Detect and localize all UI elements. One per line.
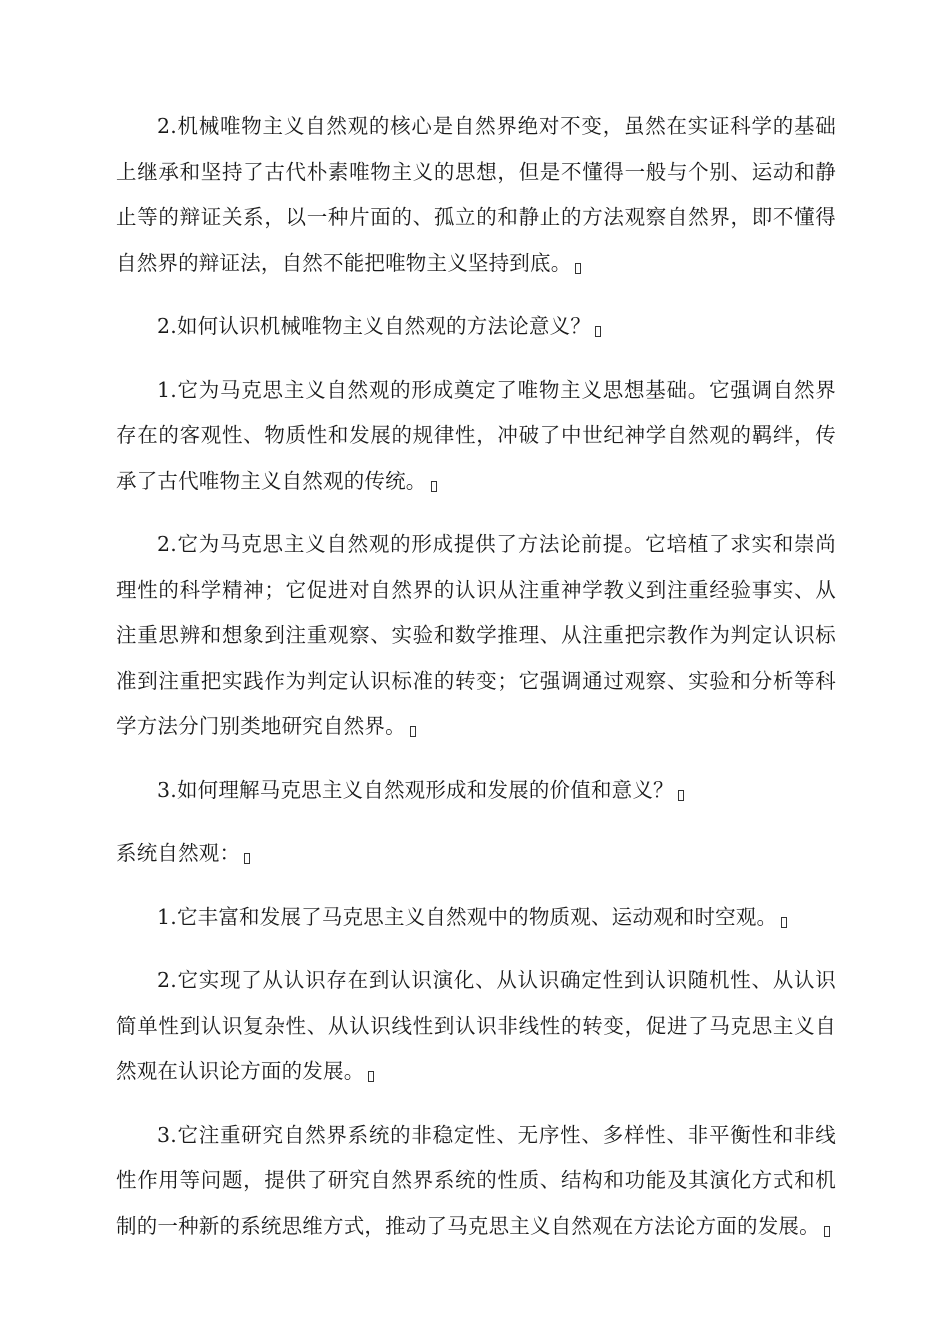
paragraph-text: 3.它注重研究自然界系统的非稳定性、无序性、多样性、非平衡性和非线性作用等问题，提供了研究自然界系统的性质、结构和功能及其演化方式和机制的一种新的系统思维方式，推动了马克思主义自然观在方法论方面的发展。 — [116, 1122, 836, 1238]
paragraph-mark-icon — [781, 917, 787, 928]
paragraph-text: 2.它为马克思主义自然观的形成提供了方法论前提。它培植了求实和崇尚理性的科学精神；它促进对自然界的认识从注重神学教义到注重经验事实、从注重思辨和想象到注重观察、实验和数学推理、从注重把宗教作为判定认识标准到注重把实践作为判定认识标准的转变；它强调通过观察、实验和分析等科学方法分门别类地研究自然界。 — [116, 532, 836, 738]
paragraph-text: 2.如何认识机械唯物主义自然观的方法论意义？ — [157, 314, 591, 338]
paragraph-text: 3.如何理解马克思主义自然观形成和发展的价值和意义？ — [157, 777, 674, 802]
paragraph-mark-icon — [431, 481, 437, 492]
paragraph-system-point-1 — [116, 895, 836, 941]
paragraph-text: 1.它为马克思主义自然观的形成奠定了唯物主义思想基础。它强调自然界存在的客观性、物质性和发展的规律性，冲破了中世纪神学自然观的羁绊，传承了古代唯物主义自然观的传统。 — [116, 377, 836, 493]
paragraph-mark-icon — [410, 726, 416, 737]
paragraph-system-point-3 — [116, 1113, 836, 1250]
document-body — [116, 104, 836, 1267]
paragraph-text: 系统自然观： — [116, 841, 241, 865]
paragraph-mark-icon — [244, 853, 250, 864]
paragraph-text: 1.它丰富和发展了马克思主义自然观中的物质观、运动观和时空观。 — [157, 904, 778, 929]
paragraph-point-2 — [116, 522, 836, 750]
question-heading-3 — [116, 768, 836, 814]
paragraph-text: 2.机械唯物主义自然观的核心是自然界绝对不变，虽然在实证科学的基础上继承和坚持了古代朴素唯物主义的思想，但是不懂得一般与个别、运动和静止等的辩证关系，以一种片面的、孤立的和静止的方法观察自然界，即不懂得自然界的辩证法，自然不能把唯物主义坚持到底。 — [116, 114, 836, 275]
paragraph-text: 2.它实现了从认识存在到认识演化、从认识确定性到认识随机性、从认识简单性到认识复杂性、从认识线性到认识非线性的转变，促进了马克思主义自然观在认识论方面的发展。 — [116, 968, 836, 1083]
paragraph-mark-icon — [824, 1226, 830, 1237]
section-label-system-nature — [116, 831, 836, 877]
paragraph-mark-icon — [575, 263, 581, 274]
paragraph-system-point-2 — [116, 958, 836, 1095]
paragraph-mark-icon — [595, 326, 601, 337]
paragraph-point-1 — [116, 368, 836, 505]
question-heading-2 — [116, 304, 836, 350]
paragraph-mark-icon — [678, 790, 684, 801]
paragraph-mark-icon — [368, 1071, 374, 1082]
paragraph-mechanical-core — [116, 104, 836, 286]
